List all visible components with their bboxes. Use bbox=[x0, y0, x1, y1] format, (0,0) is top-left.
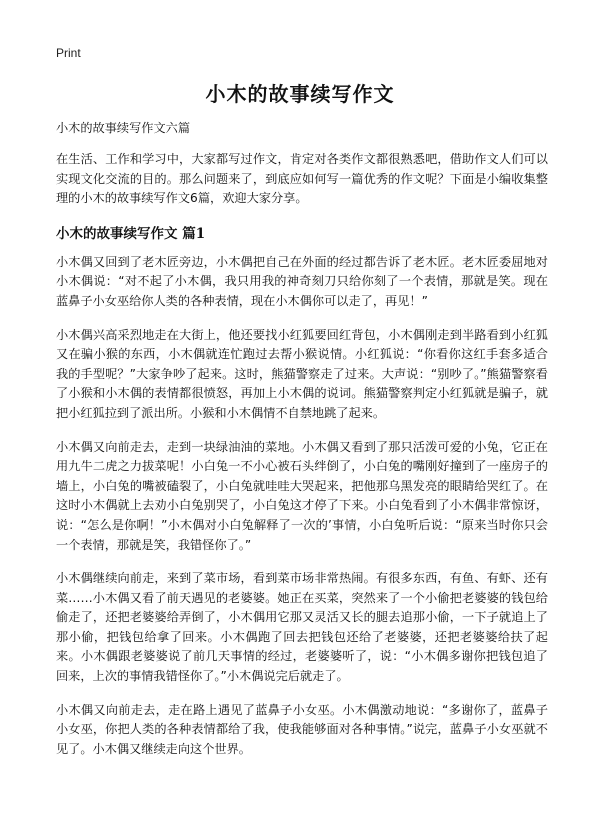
story-paragraph: 小木偶继续向前走，来到了菜市场，看到菜市场非常热闹。有很多东西，有鱼、有虾、还有菜……小木偶又看了前天遇见的老婆婆。她正在买菜，突然来了一个小偷把老婆婆的钱包给偷走了，还把老婆婆给弄倒了，小木偶用它那又灵活又长的腿去追那小偷，一下子就追上了那小偷，把钱包给拿了回来。小木偶跑了回去把钱包还给了老婆婆，还把老婆婆给扶了起来。小木偶跟老婆婆说了前几天事情的经过，老婆婆听了，说：“小木偶多谢你把钱包追了回来，上次的事情我错怪你了。”小木偶说完后就走了。 bbox=[56, 571, 548, 684]
print-link[interactable]: Print bbox=[56, 46, 81, 60]
story-paragraph: 小木偶又向前走去，走在路上遇见了蓝鼻子小女巫。小木偶激动地说：“多谢你了，蓝鼻子小女巫，你把人类的各种表情都给了我，使我能够面对各种事情。”说完，蓝鼻子小女巫就不见了。小木偶又继续走向这个世界。 bbox=[56, 702, 548, 756]
story-paragraph: 小木偶兴高采烈地走在大街上，他还要找小红狐要回红背包，小木偶刚走到半路看到小红狐又在骗小猴的东西，小木偶就连忙跑过去帮小猴说情。小红狐说：“你看你这红手套多适合我的手型呢？”大家争吵了起来。这时，熊猫警察走了过来。大声说：“别吵了。”熊猫警察看了小猴和小木偶的表情都很愤怒，再加上小木偶的说词。熊猫警察判定小红狐就是骗子，就把小红狐拉到了派出所。小猴和小木偶情不自禁地跳了起来。 bbox=[56, 327, 548, 420]
section-heading: 小木的故事续写作文 篇1 bbox=[56, 225, 206, 242]
page-title: 小木的故事续写作文 bbox=[205, 82, 395, 106]
story-paragraph: 小木偶又回到了老木匠旁边，小木偶把自己在外面的经过都告诉了老木匠。老木匠委屈地对小木偶说：“对不起了小木偶，我只用我的神奇刻刀只给你刻了一个表情，那就是笑。现在蓝鼻子小女巫给你人类的各种表情，现在小木偶你可以走了，再见！” bbox=[56, 254, 548, 308]
article-body bbox=[56, 118, 548, 773]
intro-paragraph: 在生活、工作和学习中，大家都写过作文，肯定对各类作文都很熟悉吧，借助作文人们可以实现文化交流的目的。那么问题来了，到底应如何写一篇优秀的作文呢？下面是小编收集整理的小木的故事续写作文6篇，欢迎大家分享。 bbox=[56, 152, 548, 206]
story-paragraph: 小木偶又向前走去，走到一块绿油油的菜地。小木偶又看到了那只活泼可爱的小兔，它正在用九牛二虎之力拔菜呢！小白兔一不小心被石头绊倒了，小白兔的嘴刚好撞到了一座房子的墙上，小白兔的嘴被磕裂了，小白兔就哇哇大哭起来，把他那乌黑发亮的眼睛给哭红了。在这时小木偶就上去劝小白兔别哭了，小白兔这才停了下来。小白兔看到了小木偶非常惊讶，说：“怎么是你啊！”小木偶对小白兔解释了一次的’事情，小白兔听后说：“原来当时你只会一个表情，那就是笑，我错怪你了。” bbox=[56, 439, 548, 552]
article-subtitle: 小木的故事续写作文六篇 bbox=[56, 121, 191, 135]
